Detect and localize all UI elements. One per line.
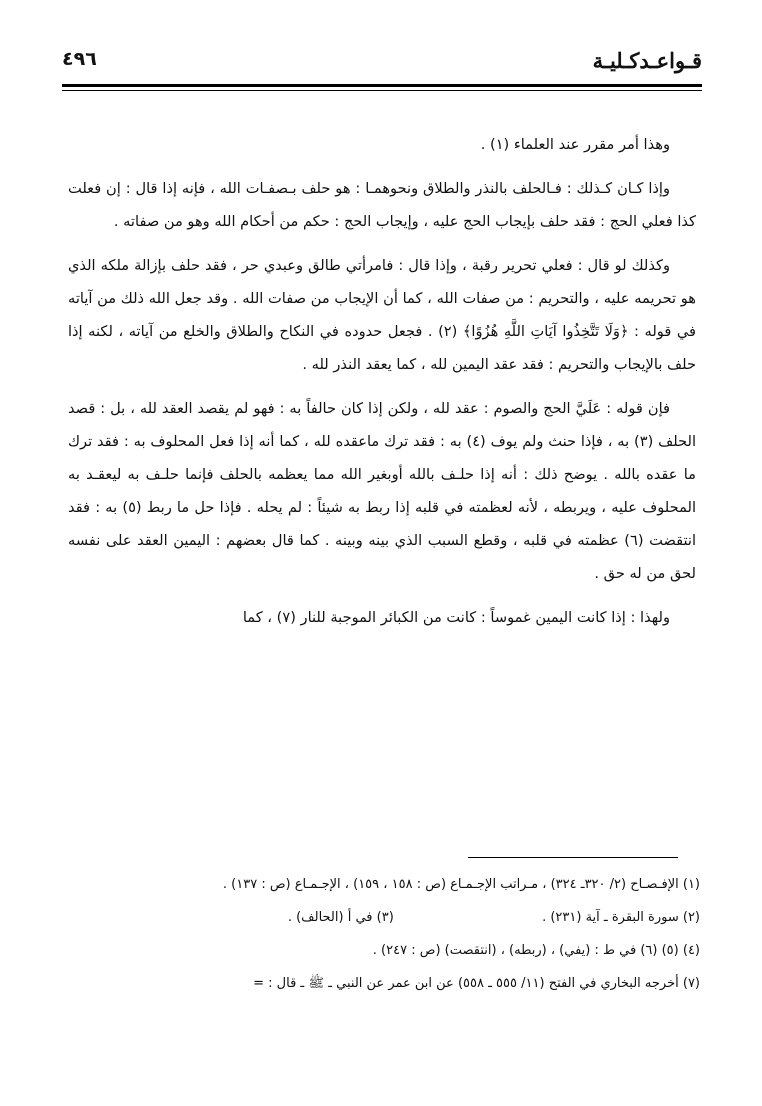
paragraph-2: وإذا كـان كـذلك : فـالحلف بالنذر والطلاق ونحوهمـا : هو حلف بـصفـات الله ، فإنه إذا قال : إن فعلت كذا فعلي الحج : فقد حلف بإيجاب الحج عليه ، وإيجاب الحج : حكم من أحكام الله وهو من صفاته . (68, 180, 696, 230)
main-text (68, 128, 696, 645)
paragraph-1: وهذا أمر مقرر عند العلماء (١) . (480, 136, 670, 153)
footnote-3: (٣) في أ (الحالف) . (287, 910, 394, 925)
paragraph-3: وكذلك لو قال : فعلي تحرير رقبة ، وإذا قال : فامرأتي طالق وعبدي حر ، فقد حلف بإزالة ملكه الذي هو تحريمه عليه ، والتحريم : من صفات الله ، كما أن الإيجاب من صفات الله . وقد جعل الله ذلك من آياته في قوله : ﴿وَلَا تَتَّخِذُوا آيَاتِ اللَّهِ هُزُوًا﴾ (٢) . فجعل حدوده في النكاح والطلاق والخلع من آياته ، لكنه إذا حلف بالإيجاب والتحريم : فقد عقد اليمين لله ، كما يعقد النذر لله . (68, 257, 696, 373)
footnote-separator (468, 857, 678, 858)
header-rule-thick (62, 84, 702, 87)
page-number: ٤٩٦ (62, 48, 97, 70)
footnote-2: (٢) سورة البقرة ـ آية (٢٣١) . (542, 910, 700, 925)
footnote-7: (٧) أخرجه البخاري في الفتح (١١/ ٥٥٥ ـ ٥٥٨) عن ابن عمر عن النبي ـ ﷺ ـ قال : = (253, 976, 700, 991)
paragraph-4: فإن قوله : عَلَيَّ الحج والصوم : عقد لله ، ولكن إذا كان حالفاً به : فهو لم يقصد العقد لله ، بل : قصد الحلف (٣) به ، فإذا حنث ولم يوف (٤) به : فقد ترك ماعقده لله ، كما أنه إذا فعل المحلوف به : فقد ترك ما عقده بالله . يوضح ذلك : أنه إذا حلـف بالله أوبغير الله مما يعظمه بالحلف فإنما حلـف به ليعقـد به المحلوف عليه ، ويربطه ، لأنه لعظمته في قلبه إذا ربط به شيئاً : لم يحله . فإذا حل ما ربط (٥) به : فقد انتقضت (٦) عظمته في قلبه ، وقطع السبب الذي بينه وبينه . كما قال بعضهم : اليمين العقد على نفسه لحق من له حق . (68, 400, 697, 582)
paragraph-5: ولهذا : إذا كانت اليمين غموساً : كانت من الكبائر الموجبة للنار (٧) ، كما (242, 609, 670, 626)
footnote-4-5-6: (٤) (٥) (٦) في ط : (يفي) ، (ربطه) ، (انتقصت) (ص : ٢٤٧) . (372, 943, 700, 958)
header-rule-thin (62, 90, 702, 91)
running-header (62, 48, 702, 78)
header-title: قـواعـدكـليـة (592, 48, 702, 73)
footnote-row (62, 901, 700, 934)
footnotes (62, 868, 700, 1000)
footnote-1: (١) الإفـصـاح (٢/ ٣٢٠ـ ٣٢٤) ، مـراتب الإجـمـاع (ص : ١٥٨ ، ١٥٩) ، الإجـمـاع (ص : ١٣٧) . (222, 877, 700, 892)
